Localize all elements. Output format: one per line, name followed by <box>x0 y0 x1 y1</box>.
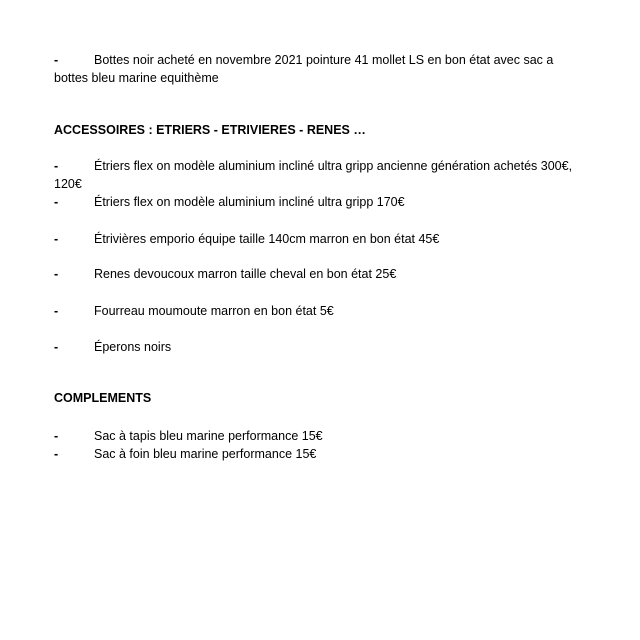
list-item <box>54 427 584 445</box>
bullet-dash: - <box>54 53 59 67</box>
complements-heading: COMPLEMENTS <box>54 391 152 405</box>
item-text: Éperons noirs <box>94 340 172 354</box>
list-item <box>54 265 584 283</box>
bullet-dash: - <box>54 340 59 354</box>
list-item <box>54 51 584 87</box>
item-text: Bottes noir acheté en novembre 2021 pointure 41 mollet LS en bon état avec sac a bottes bleu marine equithème <box>54 53 554 85</box>
bullet-dash: - <box>54 304 59 318</box>
bullet-dash: - <box>54 429 59 443</box>
list-item <box>54 302 584 320</box>
item-text: Sac à foin bleu marine performance 15€ <box>94 447 317 461</box>
list-item <box>54 338 584 356</box>
bullet-dash: - <box>54 159 59 173</box>
list-item <box>54 445 584 463</box>
bullet-dash: - <box>54 267 59 281</box>
accessories-heading: ACCESSOIRES : ETRIERS - ETRIVIERES - RENES … <box>54 123 366 137</box>
item-text: Renes devoucoux marron taille cheval en bon état 25€ <box>94 267 397 281</box>
item-text: Sac à tapis bleu marine performance 15€ <box>94 429 323 443</box>
item-text: Étriers flex on modèle aluminium incliné ultra gripp 170€ <box>94 195 405 209</box>
bullet-dash: - <box>54 232 59 246</box>
bullet-dash: - <box>54 195 59 209</box>
bullet-dash: - <box>54 447 59 461</box>
list-item <box>54 193 584 211</box>
list-item <box>54 230 584 248</box>
list-item <box>54 157 584 193</box>
item-text: Fourreau moumoute marron en bon état 5€ <box>94 304 334 318</box>
item-text: Étrivières emporio équipe taille 140cm marron en bon état 45€ <box>94 232 440 246</box>
item-text: Étriers flex on modèle aluminium incliné ultra gripp ancienne génération achetés 300€, 120€ <box>54 159 573 191</box>
